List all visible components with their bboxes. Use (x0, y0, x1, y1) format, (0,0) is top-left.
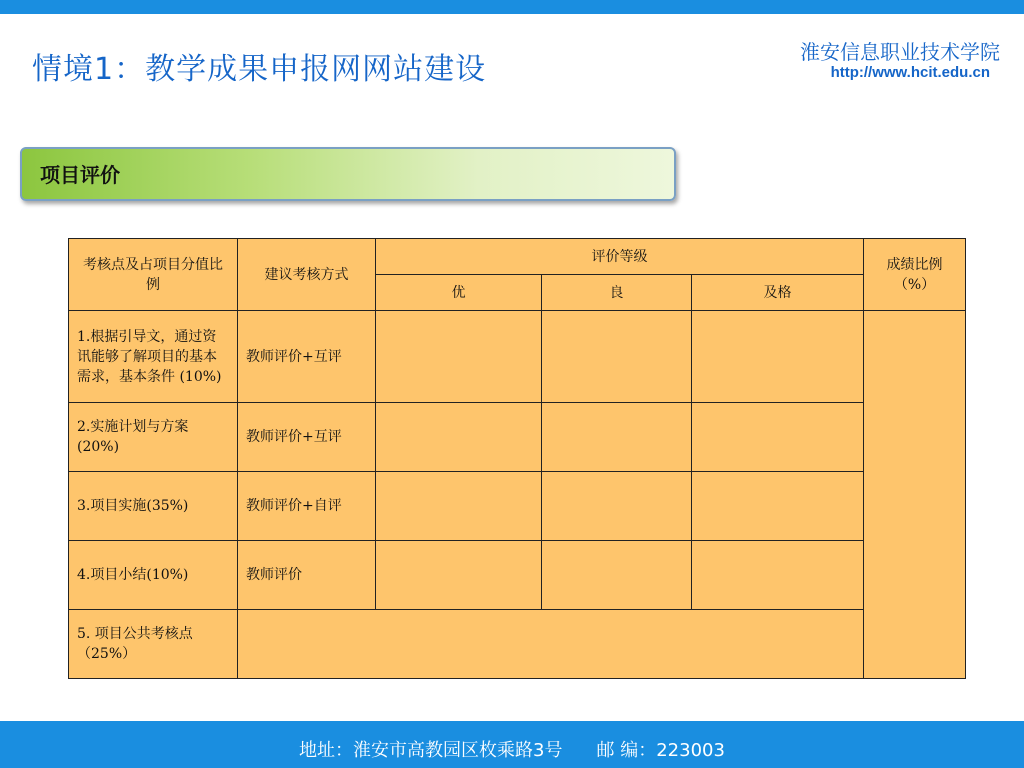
table-row (69, 541, 966, 610)
row-2-point: 2.实施计划与方案(20%) (69, 403, 238, 472)
row-2-pass-cell (692, 403, 864, 472)
row-5-point: 5. 项目公共考核点（25%） (69, 610, 238, 679)
table-row (69, 610, 966, 679)
row-3-point: 3.项目实施(35%) (69, 472, 238, 541)
header-grade-good: 良 (542, 275, 692, 311)
row-3-excellent-cell (376, 472, 542, 541)
row-4-excellent-cell (376, 541, 542, 610)
header-grade-level: 评价等级 (376, 239, 864, 275)
header-ratio: 成绩比例（%） (864, 239, 966, 311)
header-grade-pass: 及格 (692, 275, 864, 311)
row-2-good-cell (542, 403, 692, 472)
evaluation-table (68, 238, 966, 679)
section-banner (20, 147, 676, 201)
footer-contact (0, 736, 1024, 762)
row-5-merged-cell (238, 610, 864, 679)
table-row (69, 472, 966, 541)
row-3-method: 教师评价+自评 (238, 472, 376, 541)
row-1-pass-cell (692, 311, 864, 403)
row-4-method: 教师评价 (238, 541, 376, 610)
row-4-good-cell (542, 541, 692, 610)
ratio-cell (864, 311, 966, 679)
header-grade-excellent: 优 (376, 275, 542, 311)
school-url-link[interactable]: http://www.hcit.edu.cn (830, 64, 990, 81)
header-assessment-point: 考核点及占项目分值比例 (69, 239, 238, 311)
top-accent-bar (0, 0, 1024, 14)
header-method: 建议考核方式 (238, 239, 376, 311)
footer-postcode: 邮 编：223003 (596, 740, 725, 761)
row-1-excellent-cell (376, 311, 542, 403)
row-1-point: 1.根据引导文，通过资讯能够了解项目的基本需求，基本条件 (10%) (69, 311, 238, 403)
footer-address: 地址：淮安市高教园区枚乘路3号 (299, 740, 563, 761)
table-row (69, 311, 966, 403)
row-2-excellent-cell (376, 403, 542, 472)
section-title: 项目评价 (40, 163, 120, 187)
row-1-good-cell (542, 311, 692, 403)
row-3-good-cell (542, 472, 692, 541)
row-1-method: 教师评价+互评 (238, 311, 376, 403)
row-4-point: 4.项目小结(10%) (69, 541, 238, 610)
table-row (69, 403, 966, 472)
row-2-method: 教师评价+互评 (238, 403, 376, 472)
row-3-pass-cell (692, 472, 864, 541)
school-name: 淮安信息职业技术学院 (800, 40, 1000, 64)
page-title: 情境1：教学成果申报网网站建设 (32, 52, 487, 87)
row-4-pass-cell (692, 541, 864, 610)
